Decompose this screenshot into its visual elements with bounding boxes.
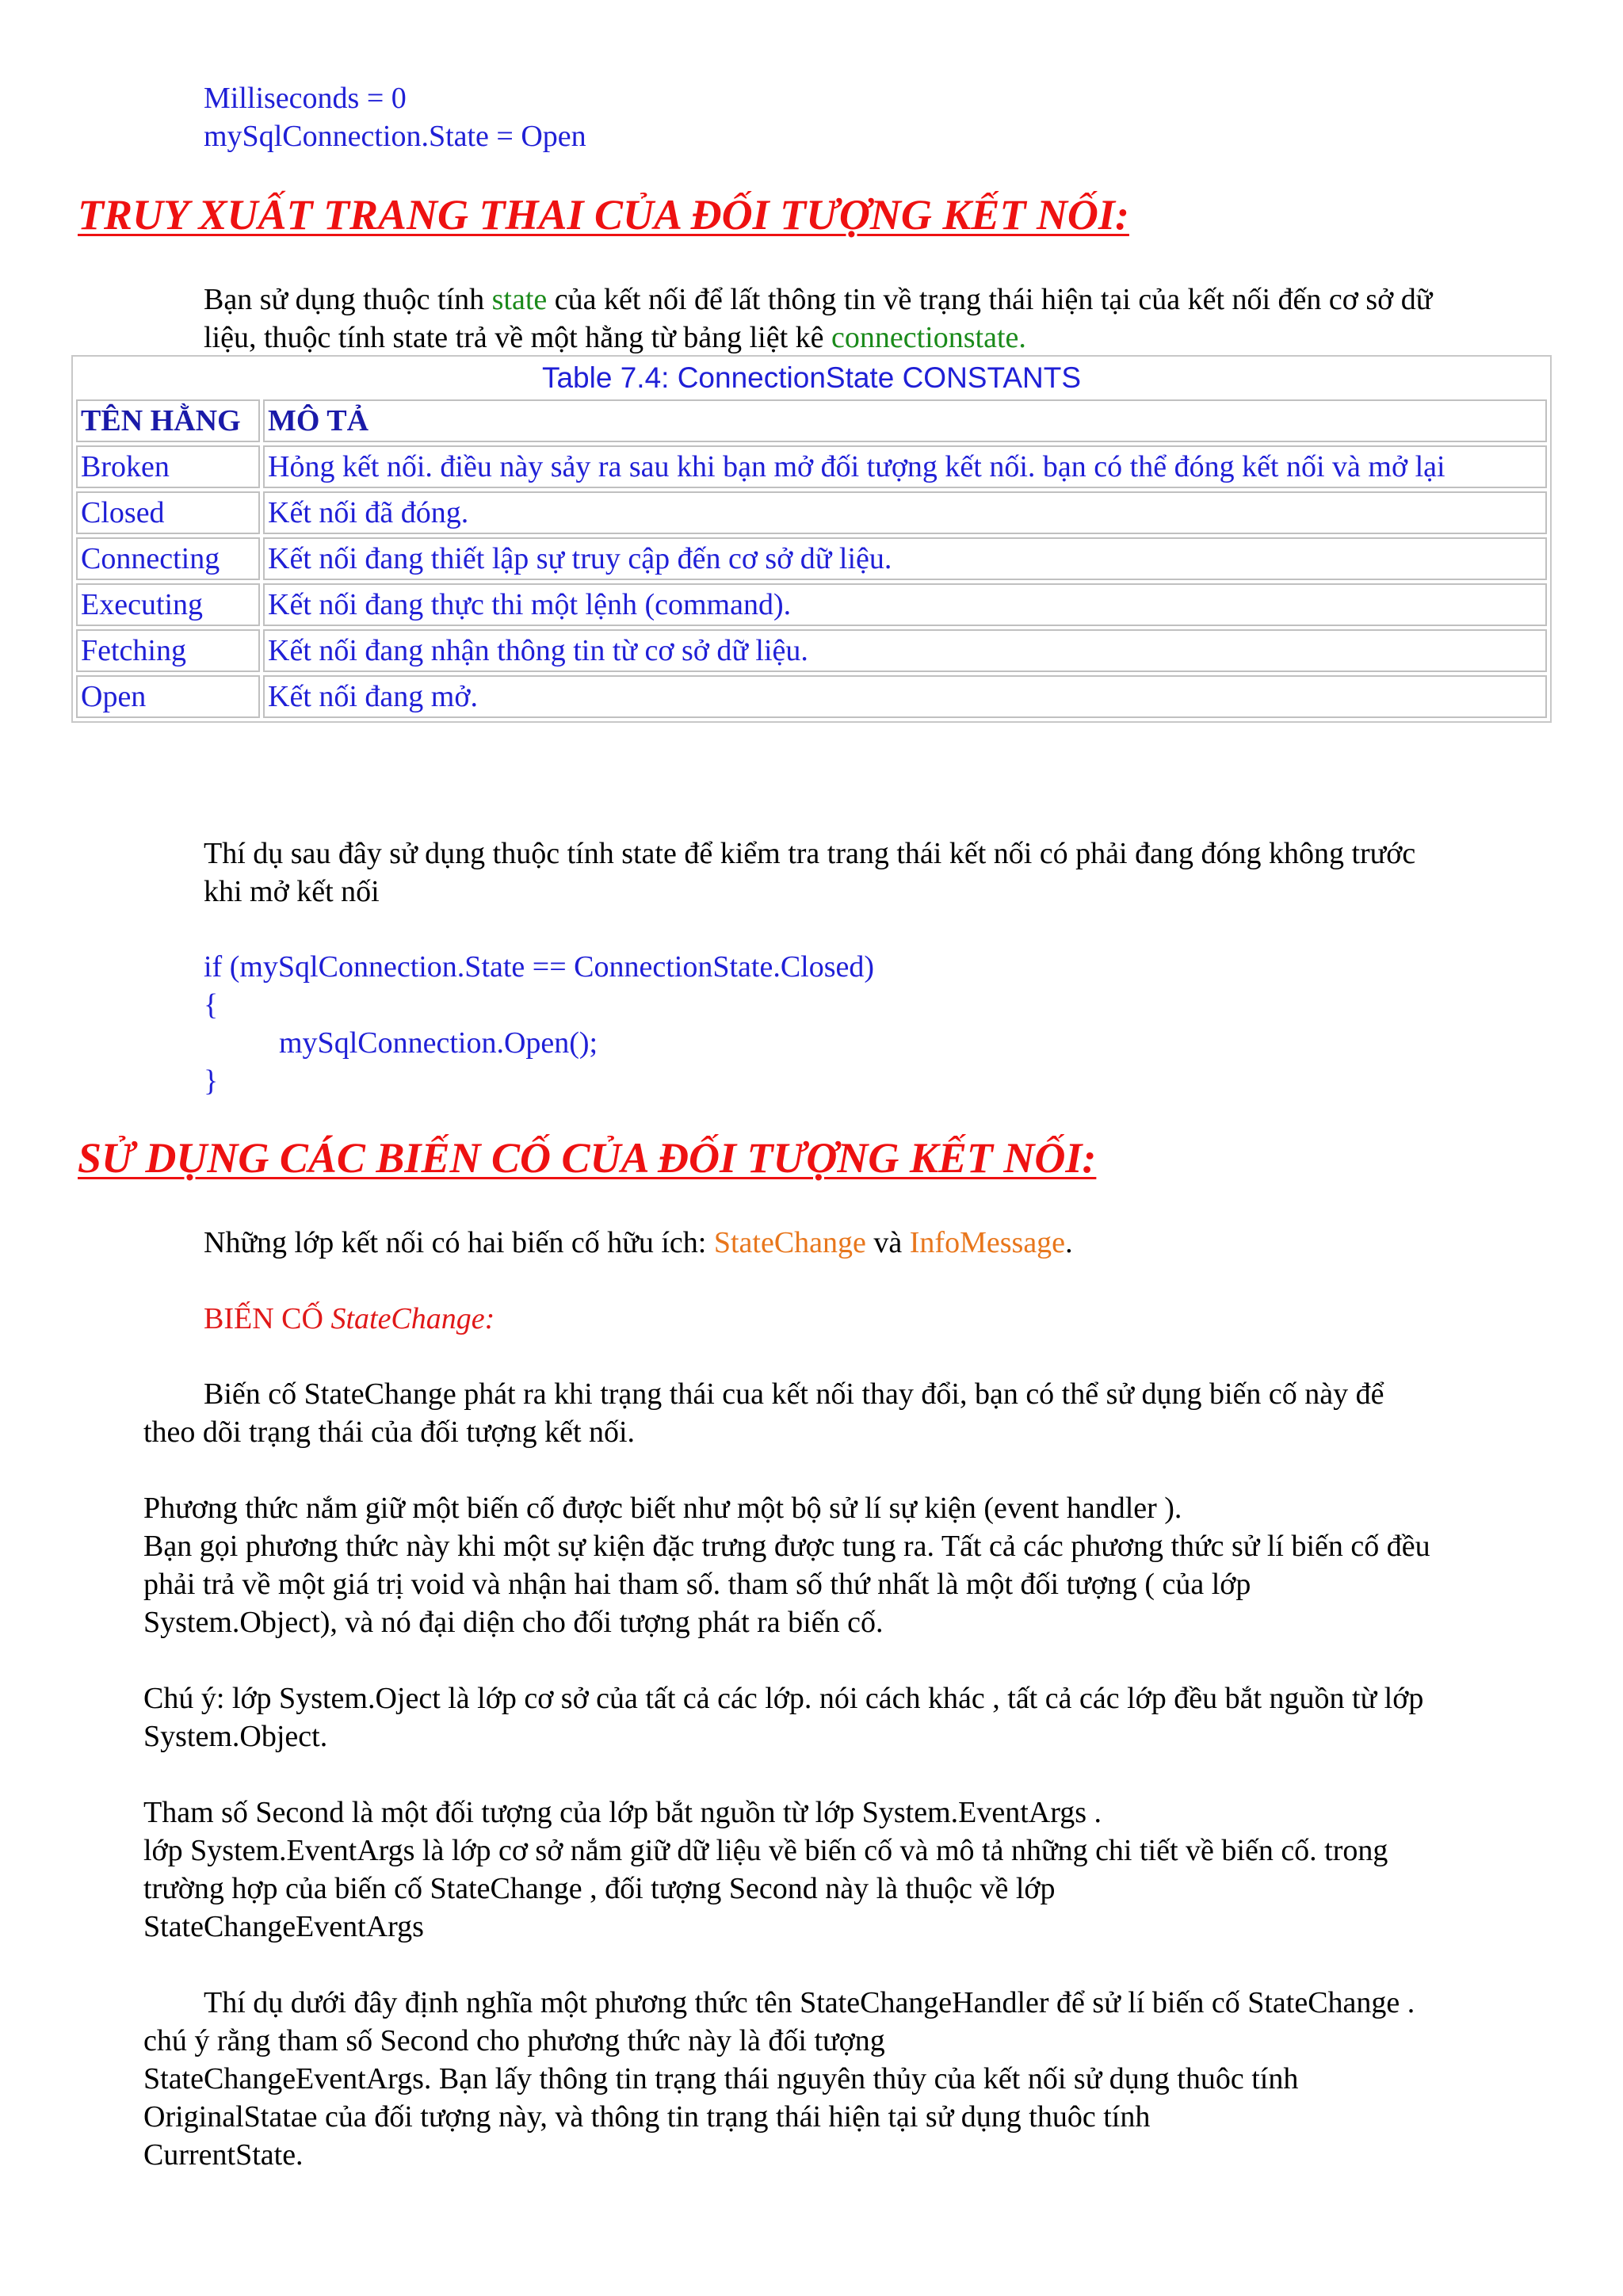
code-line: mySqlConnection.Open(); [279,1026,598,1060]
intro-line-1 [204,281,1432,319]
para-line: theo dõi trạng thái của đối tượng kết nối. [143,1415,636,1449]
para-line: System.Object), và nó đại diện cho đối tượng phát ra biến cố. [143,1606,884,1639]
event-statechange: StateChange [713,1226,866,1259]
code-line: if (mySqlConnection.State == ConnectionState.Closed) [204,950,875,984]
constant-name: Open [76,675,260,718]
table-row [76,629,1547,672]
constant-desc: Kết nối đang mở. [263,675,1547,718]
table-row [76,445,1547,488]
constant-desc: Kết nối đã đóng. [263,491,1547,534]
keyword-state: state [491,283,548,316]
subheading-prefix: BIẾN CỐ [204,1302,331,1335]
table-row [76,491,1547,534]
section-heading: TRUY XUẤT TRANG THAI CỦA ĐỐI TƯỢNG KẾT NỐI: [78,191,1129,239]
constant-name: Closed [76,491,260,534]
table-row [76,537,1547,580]
text: Những lớp kết nối có hai biến cố hữu ích: [204,1226,714,1259]
constant-name: Executing [76,583,260,626]
subheading [204,1300,495,1338]
para-line: trường hợp của biến cố StateChange , đối tượng Second này là thuộc về lớp [143,1872,1056,1905]
para-line: System.Object. [143,1720,328,1753]
constant-desc: Hỏng kết nối. điều này sảy ra sau khi bạn mở đối tượng kết nối. bạn có thể đóng kết nối và mở lại [263,445,1547,488]
text: của kết nối để lất thông tin về trạng thái hiện tại của kết nối đến cơ sở dữ [547,283,1433,316]
constant-desc: Kết nối đang nhận thông tin từ cơ sở dữ liệu. [263,629,1547,672]
constant-name: Fetching [76,629,260,672]
table-header-row [76,399,1547,442]
code-line: mySqlConnection.State = Open [204,120,586,153]
text: và [865,1226,910,1259]
text: Bạn sử dụng thuộc tính [204,283,492,316]
event-infomessage: InfoMessage [909,1226,1066,1259]
header-cell: TÊN HẰNG [76,399,260,442]
table-row [76,675,1547,718]
connectionstate-table [71,355,1552,723]
para-line: CurrentState. [143,2138,304,2172]
code-line: { [204,988,219,1022]
section-heading: SỬ DỤNG CÁC BIẾN CỐ CỦA ĐỐI TƯỢNG KẾT NỐI: [78,1134,1097,1182]
para-line: OriginalStatae của đối tượng này, và thông tin trạng thái hiện tại sử dụng thuôc tính [143,2100,1151,2134]
keyword-connectionstate: connectionstate. [831,321,1026,354]
events-intro [204,1224,1073,1262]
para-line: Chú ý: lớp System.Oject là lớp cơ sở của tất cả các lớp. nói cách khác , tất cả các lớp đều bắt nguồn từ lớp [143,1682,1424,1715]
code-line: Milliseconds = 0 [204,82,407,115]
table-caption: Table 7.4: ConnectionState CONSTANTS [541,361,1082,394]
para-line: Biến cố StateChange phát ra khi trạng thái cua kết nối thay đổi, bạn có thể sử dụng biến cố này để [204,1377,1384,1411]
constant-desc: Kết nối đang thực thi một lệnh (command). [263,583,1547,626]
code-line: } [204,1064,219,1098]
para-line: StateChangeEventArgs. Bạn lấy thông tin trạng thái nguyên thủy của kết nối sử dụng thuôc tính [143,2062,1299,2095]
table-row [76,583,1547,626]
header-cell: MÔ TẢ [263,399,1547,442]
para-line: StateChangeEventArgs [143,1910,424,1943]
para-line: chú ý rằng tham số Second cho phương thức này là đối tượng [143,2024,885,2057]
example-line: Thí dụ sau đây sử dụng thuộc tính state để kiểm tra trang thái kết nối có phải đang đóng không trước [204,837,1416,870]
para-line: Bạn gọi phương thức này khi một sự kiện đặc trưng được tung ra. Tất cả các phương thức sử lí biến cố đều [143,1530,1430,1563]
para-line: Tham số Second là một đối tượng của lớp bắt nguồn từ lớp System.EventArgs . [143,1796,1102,1829]
para-line: Phương thức nắm giữ một biến cố được biết như một bộ sử lí sự kiện (event handler ). [143,1492,1182,1525]
text: . [1065,1226,1073,1259]
example-line: khi mở kết nối [204,875,380,908]
para-line: Thí dụ dưới đây định nghĩa một phương thức tên StateChangeHandler để sử lí biến cố StateChange . [204,1986,1415,2019]
para-line: phải trả về một giá trị void và nhận hai tham số. tham số thứ nhất là một đối tượng ( của lớp [143,1568,1251,1601]
para-line: lớp System.EventArgs là lớp cơ sở nắm giữ dữ liệu về biến cố và mô tả những chi tiết về biến cố. trong [143,1834,1388,1867]
table-caption-row [76,360,1547,396]
text: liệu, thuộc tính state trả về một hằng từ bảng liệt kê [204,321,832,354]
subheading-name: StateChange: [330,1302,495,1335]
constant-desc: Kết nối đang thiết lập sự truy cập đến cơ sở dữ liệu. [263,537,1547,580]
constant-name: Connecting [76,537,260,580]
intro-line-2 [204,319,1026,357]
constant-name: Broken [76,445,260,488]
